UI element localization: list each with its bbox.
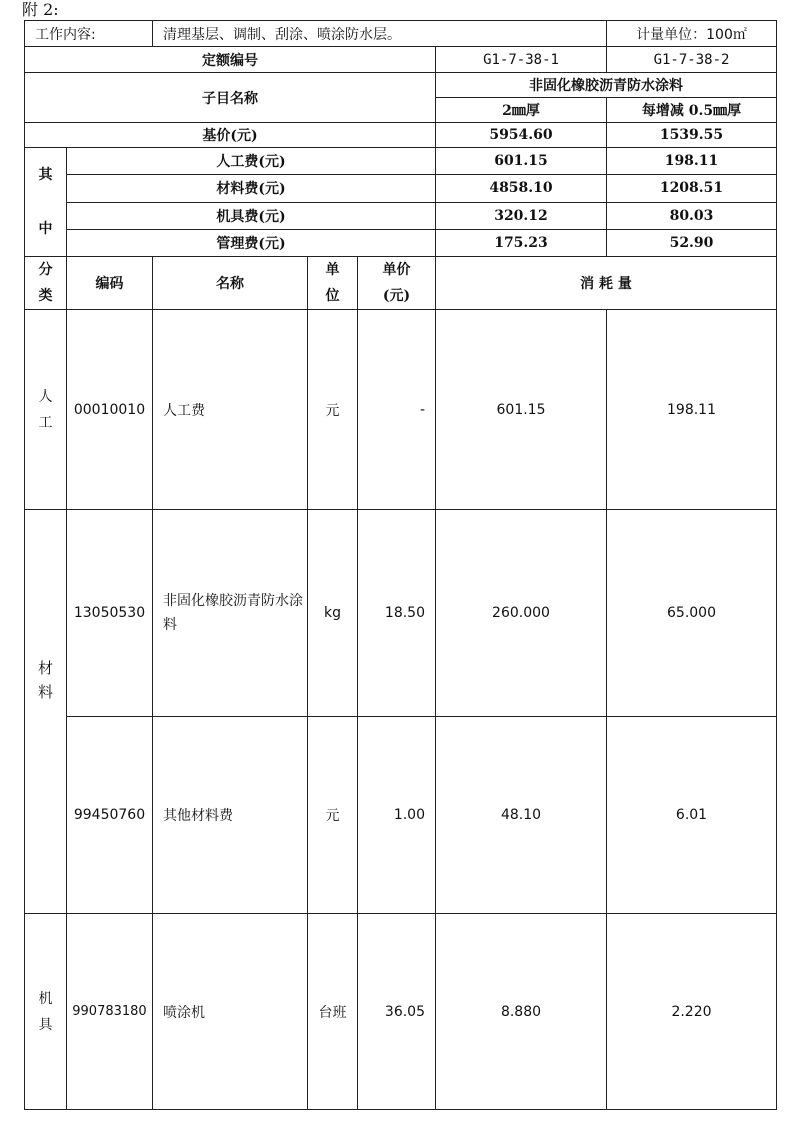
detail-row-material-1 — [25, 510, 777, 717]
variant-2: 每增减 0.5㎜厚 — [607, 98, 777, 123]
detail-value-1: 601.15 — [436, 310, 607, 510]
management-fee-2: 52.90 — [607, 229, 777, 256]
work-content-label: 工作内容: — [25, 21, 153, 47]
detail-code: 00010010 — [67, 310, 153, 510]
detail-unit: kg — [308, 510, 358, 717]
labor-fee-row — [25, 148, 777, 175]
detail-code: 99450760 — [67, 717, 153, 914]
detail-price: 36.05 — [358, 914, 436, 1110]
category-machine-1: 机 — [38, 990, 53, 1007]
work-content-text: 清理基层、调制、刮涂、喷涂防水层。 — [153, 21, 607, 47]
quota-table — [24, 20, 777, 1110]
labor-fee-label: 人工费(元) — [67, 148, 436, 175]
detail-value-2: 2.220 — [607, 914, 777, 1110]
work-content-row — [25, 21, 777, 47]
machine-fee-2: 80.03 — [607, 202, 777, 229]
detail-value-2: 6.01 — [607, 717, 777, 914]
category-material — [25, 510, 67, 914]
detail-price: 1.00 — [358, 717, 436, 914]
detail-name: 人工费 — [153, 310, 308, 510]
item-name-label: 子目名称 — [25, 73, 436, 123]
management-fee-row — [25, 229, 777, 256]
category-material-2: 料 — [37, 683, 53, 701]
col-consumption: 消 耗 量 — [436, 257, 777, 310]
quota-code-title: 定额编号 — [25, 47, 436, 73]
detail-price: - — [358, 310, 436, 510]
material-fee-row — [25, 175, 777, 202]
category-machine — [25, 914, 67, 1110]
measure-unit: 计量单位：100㎡ — [607, 21, 777, 47]
detail-name: 喷涂机 — [153, 914, 308, 1110]
machine-fee-row — [25, 202, 777, 229]
detail-value-1: 260.000 — [436, 510, 607, 717]
detail-price: 18.50 — [358, 510, 436, 717]
detail-row-material-2 — [25, 717, 777, 914]
col-price-2: (元) — [382, 288, 411, 304]
base-price-row — [25, 123, 777, 148]
category-labor-1: 人 — [38, 388, 53, 405]
col-price-1: 单价 — [382, 262, 411, 278]
material-fee-1: 4858.10 — [436, 175, 607, 202]
category-labor-2: 工 — [38, 414, 53, 431]
detail-unit: 元 — [308, 310, 358, 510]
base-price-1: 5954.60 — [436, 123, 607, 148]
quota-code-2: G1-7-38-2 — [607, 47, 777, 73]
variant-1: 2㎜厚 — [436, 98, 607, 123]
item-name-row — [25, 73, 777, 98]
among-label-bottom: 中 — [38, 221, 53, 237]
detail-value-2: 198.11 — [607, 310, 777, 510]
column-header-row — [25, 257, 777, 310]
category-machine-2: 具 — [38, 1016, 53, 1033]
labor-fee-1: 601.15 — [436, 148, 607, 175]
management-fee-label: 管理费(元) — [67, 229, 436, 256]
category-material-1: 材 — [37, 659, 53, 677]
appendix-caption: 附 2: — [22, 0, 59, 19]
base-price-2: 1539.55 — [607, 123, 777, 148]
col-unit — [308, 257, 358, 310]
col-price — [358, 257, 436, 310]
detail-unit: 元 — [308, 717, 358, 914]
quota-code-1: G1-7-38-1 — [436, 47, 607, 73]
detail-row-machine — [25, 914, 777, 1110]
col-category — [25, 257, 67, 310]
category-labor — [25, 310, 67, 510]
detail-code: 990783180 — [67, 914, 153, 1110]
col-unit-1: 单 — [325, 262, 340, 278]
quota-sheet — [24, 20, 776, 1122]
among-label-top: 其 — [38, 167, 53, 183]
material-fee-2: 1208.51 — [607, 175, 777, 202]
machine-fee-label: 机具费(元) — [67, 202, 436, 229]
detail-unit: 台班 — [308, 914, 358, 1110]
detail-code: 13050530 — [67, 510, 153, 717]
among-label — [25, 148, 67, 257]
detail-value-2: 65.000 — [607, 510, 777, 717]
col-name: 名称 — [153, 257, 308, 310]
detail-name: 非固化橡胶沥青防水涂料 — [153, 510, 308, 717]
material-fee-label: 材料费(元) — [67, 175, 436, 202]
detail-value-1: 8.880 — [436, 914, 607, 1110]
detail-value-1: 48.10 — [436, 717, 607, 914]
col-category-2: 类 — [38, 288, 53, 304]
detail-name: 其他材料费 — [153, 717, 308, 914]
material-name: 非固化橡胶沥青防水涂料 — [436, 73, 777, 98]
col-code: 编码 — [67, 257, 153, 310]
quota-code-row — [25, 47, 777, 73]
machine-fee-1: 320.12 — [436, 202, 607, 229]
category-material-label — [25, 656, 66, 704]
col-category-1: 分 — [38, 262, 53, 278]
col-unit-2: 位 — [325, 288, 340, 304]
labor-fee-2: 198.11 — [607, 148, 777, 175]
management-fee-1: 175.23 — [436, 229, 607, 256]
detail-row-labor — [25, 310, 777, 510]
base-price-label: 基价(元) — [25, 123, 436, 148]
